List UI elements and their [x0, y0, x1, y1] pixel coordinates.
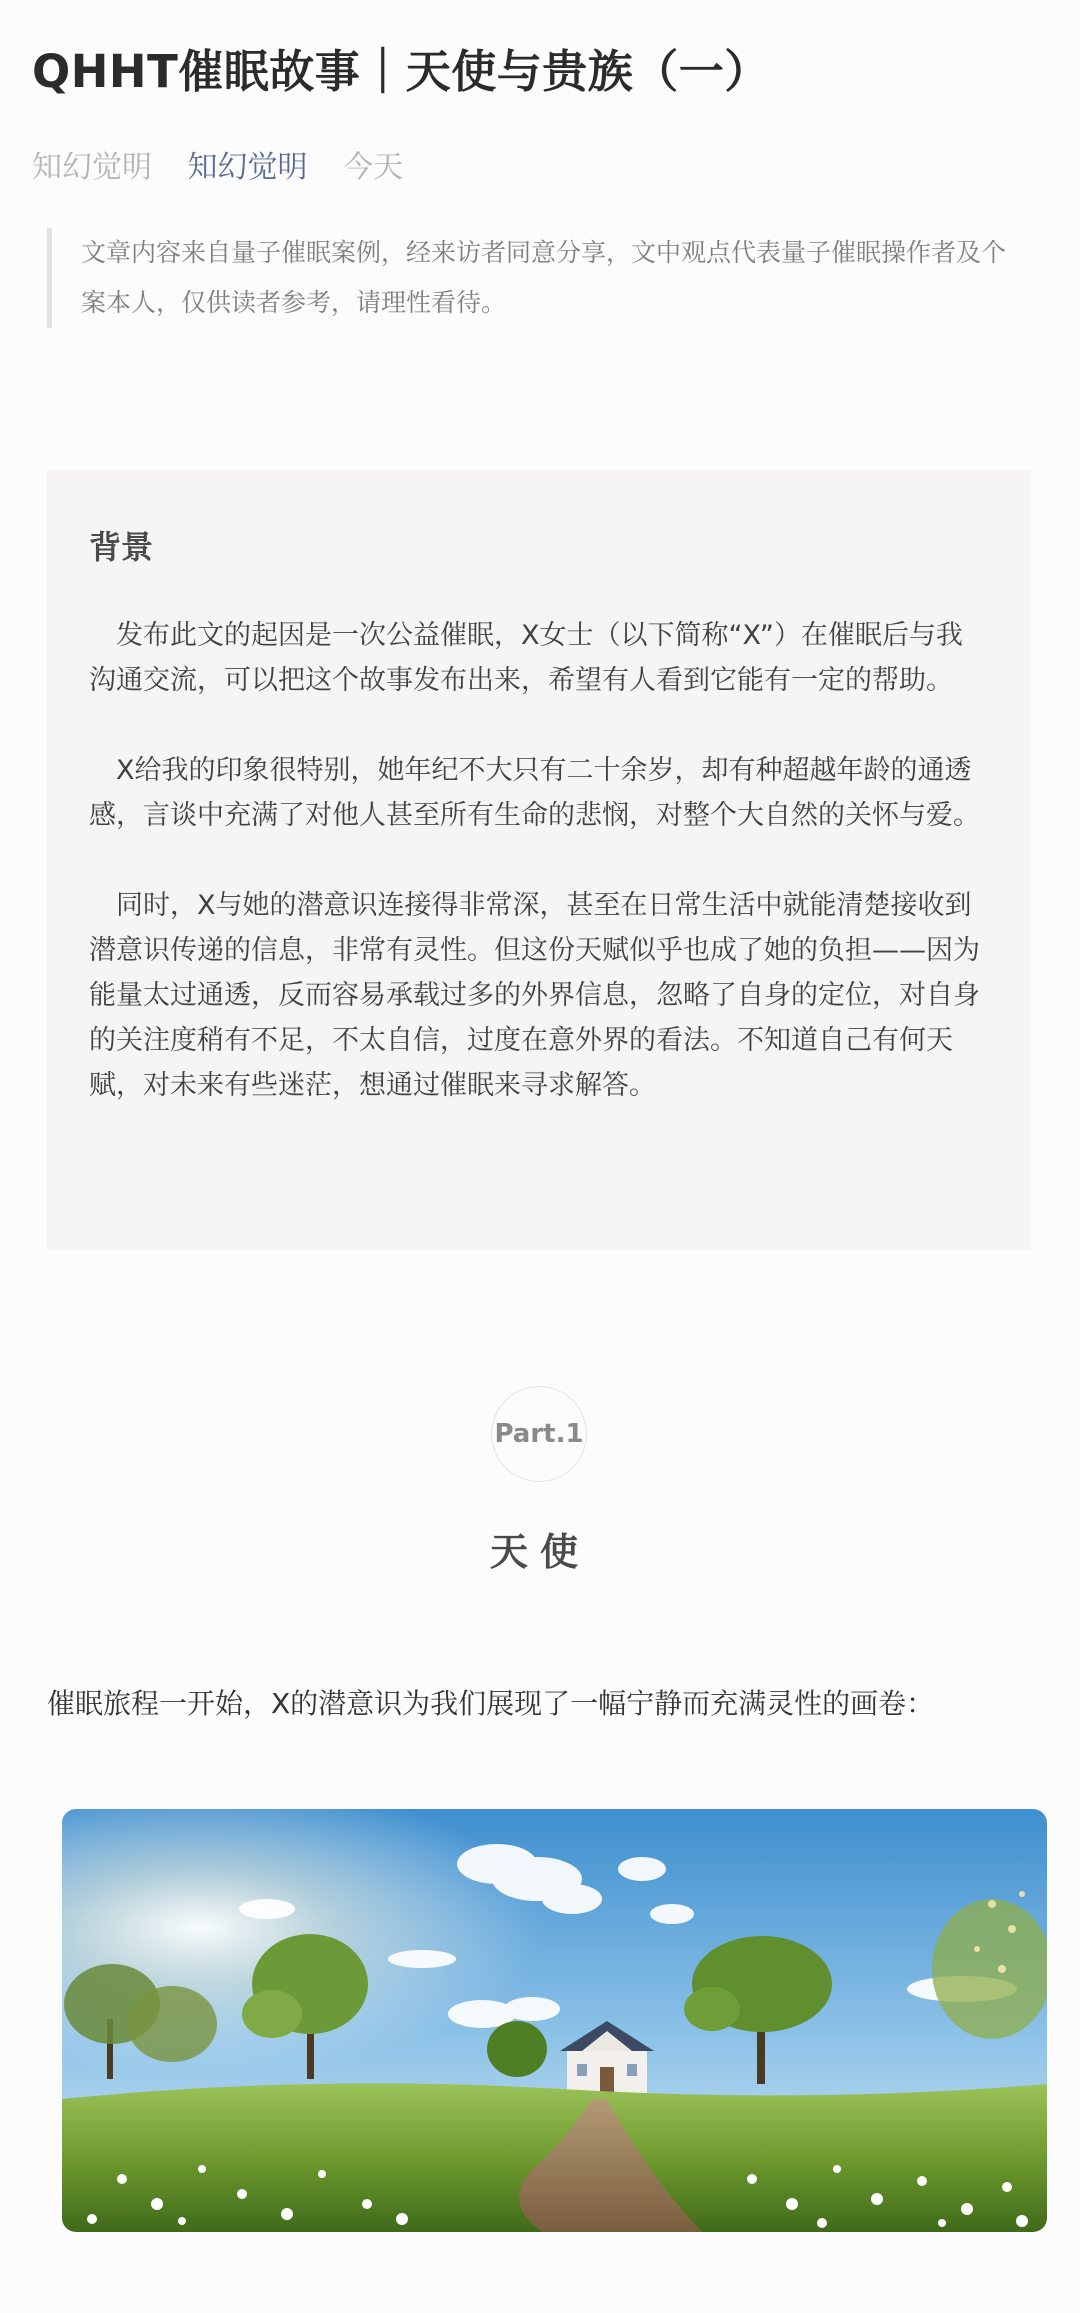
background-paragraph: 同时，X与她的潜意识连接得非常深，甚至在日常生活中就能清楚接收到潜意识传递的信息，非常有灵性。但这份天赋似乎也成了她的负担——因为能量太过通透，反而容易承载过多的外界信息，忽略了自身的定位，对自身的关注度稍有不足，不太自信，过度在意外界的看法。不知道自己有何天赋，对未来有些迷茫，想通过催眠来寻求解答。 — [89, 890, 980, 1101]
background-heading: 背景 — [89, 528, 154, 566]
publish-date: 今天 — [343, 150, 404, 185]
author-name: 知幻觉明 — [32, 150, 152, 185]
section-title: 天使 — [489, 1530, 590, 1574]
background-paragraph: X给我的印象很特别，她年纪不大只有二十余岁，却有种超越年龄的通透感，言谈中充满了对他人甚至所有生命的悲悯，对整个大自然的关怀与爱。 — [89, 755, 980, 831]
article-image[interactable] — [62, 1809, 1047, 2232]
article-title: QHHT催眠故事｜天使与贵族（一） — [32, 45, 770, 98]
background-card — [47, 470, 1031, 1250]
meadow-house-illustration — [62, 1809, 1047, 2232]
disclaimer-quote: 文章内容来自量子催眠案例，经来访者同意分享，文中观点代表量子催眠操作者及个案本人，仅供读者参考，请理性看待。 — [47, 228, 1022, 328]
intro-paragraph: 催眠旅程一开始，X的潜意识为我们展现了一幅宁静而充满灵性的画卷： — [47, 1687, 935, 1720]
background-paragraph: 发布此文的起因是一次公益催眠，X女士（以下简称“X”）在催眠后与我沟通交流，可以把这个故事发布出来，希望有人看到它能有一定的帮助。 — [89, 620, 963, 696]
part-badge: Part.1 — [491, 1386, 587, 1482]
article-meta — [32, 146, 429, 190]
account-link[interactable]: 知幻觉明 — [187, 150, 308, 185]
